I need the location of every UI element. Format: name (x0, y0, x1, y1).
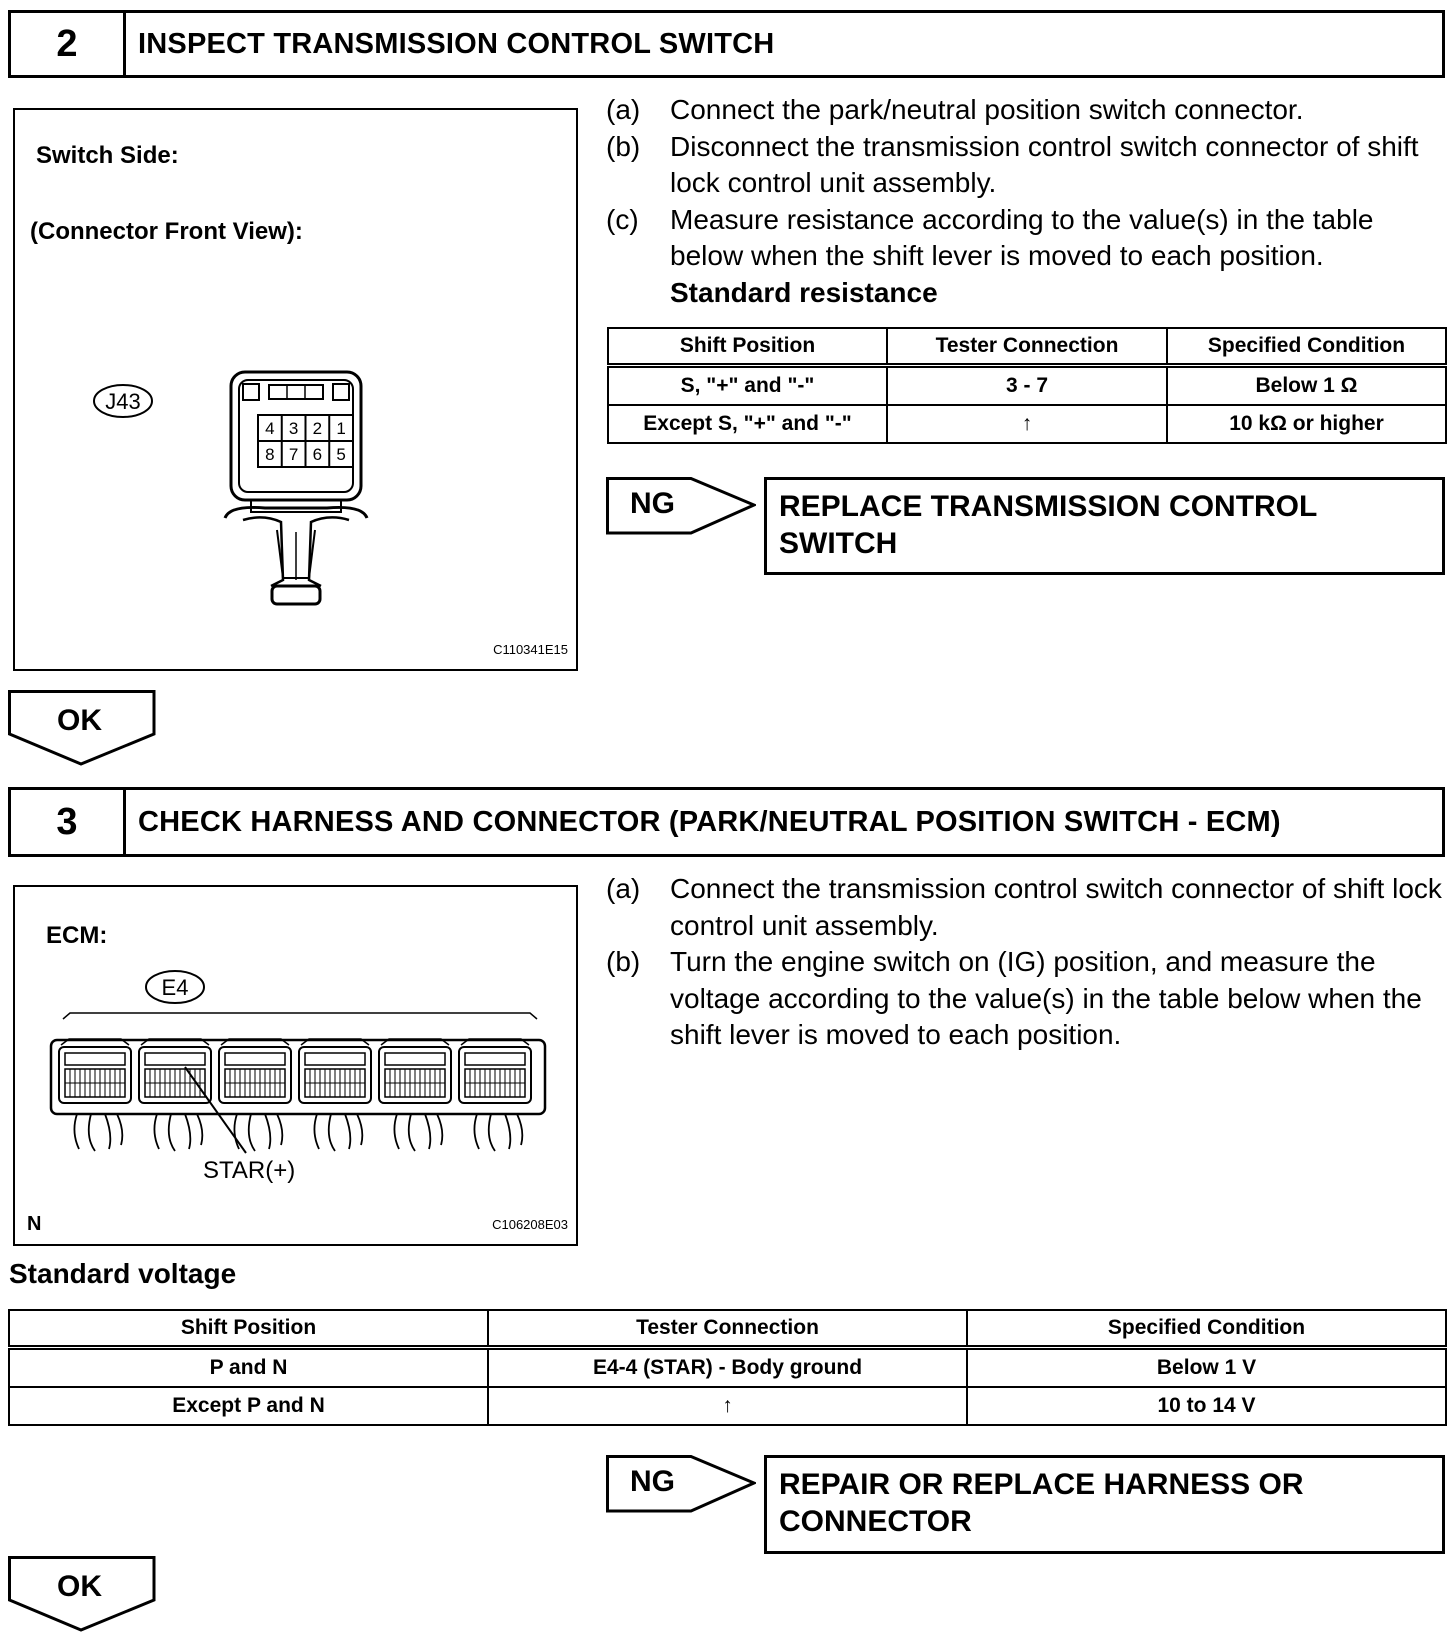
instruction-label: (b) (606, 130, 641, 162)
table-header-row (9, 1310, 1446, 1348)
ecm-connector-block (379, 1039, 451, 1151)
step-2-title: INSPECT TRANSMISSION CONTROL SWITCH (138, 27, 775, 60)
ok-label-step-2: OK (57, 704, 102, 737)
step-3-number: 3 (11, 790, 126, 854)
table-cell: P and N (9, 1348, 488, 1388)
switch-side-label: Switch Side: (36, 142, 179, 169)
standard-resistance-table (607, 327, 1447, 444)
ng-label-step-2: NG (630, 487, 675, 520)
table-cell: 10 kΩ or higher (1167, 405, 1446, 443)
ecm-e4-diagram (15, 887, 580, 1248)
connector-j43-diagram (15, 110, 580, 673)
table-header: Specified Condition (1167, 328, 1446, 366)
figure-code: C110341E15 (493, 642, 568, 657)
table-cell: S, "+" and "-" (608, 366, 887, 406)
pin-number: 4 (265, 419, 275, 438)
instruction-text: Connect the park/neutral position switch connector. (670, 94, 1304, 125)
instruction-item (606, 202, 1446, 275)
connector-id-text: J43 (105, 389, 141, 414)
table-cell: ↑ (488, 1387, 967, 1425)
instruction-item (606, 92, 1446, 129)
ecm-connector-block (299, 1039, 371, 1151)
ng-result-step-3 (764, 1455, 1445, 1554)
table-cell: Except P and N (9, 1387, 488, 1425)
table-cell: Below 1 Ω (1167, 366, 1446, 406)
connector-id-text: E4 (161, 975, 189, 1000)
table-header-row (608, 328, 1446, 366)
table-cell: 3 - 7 (887, 366, 1167, 406)
ok-label-step-3: OK (57, 1570, 102, 1603)
ng-result-step-2 (764, 477, 1445, 575)
table-row (9, 1387, 1446, 1425)
instruction-text: Connect the transmission control switch connector of shift lock control unit assembly. (670, 873, 1442, 941)
figure-code: C106208E03 (492, 1217, 568, 1232)
step-3-instructions (606, 871, 1446, 1054)
ng-label-step-3: NG (630, 1465, 675, 1498)
table-cell: E4-4 (STAR) - Body ground (488, 1348, 967, 1388)
ng-arrow-step-2 (606, 477, 756, 537)
instruction-text: Turn the engine switch on (IG) position, and measure the voltage according to the value(s) in the table below when the shift lever is moved to each position. (670, 946, 1422, 1050)
ng-result-text: REPLACE TRANSMISSION CONTROL SWITCH (779, 490, 1317, 560)
ecm-connector-block (59, 1039, 131, 1151)
table-row (608, 366, 1446, 406)
table-row (608, 405, 1446, 443)
ng-result-text: REPAIR OR REPLACE HARNESS OR CONNECTOR (779, 1468, 1304, 1538)
instruction-text: Measure resistance according to the value(s) in the table below when the shift lever is moved to each position. (670, 203, 1374, 271)
instruction-label: (a) (606, 94, 641, 125)
switch-connector-figure (13, 108, 578, 671)
pin-number: 3 (288, 419, 299, 438)
table-header: Tester Connection (488, 1310, 967, 1348)
table-header: Shift Position (608, 328, 887, 366)
standard-voltage-table (8, 1309, 1447, 1426)
instruction-item (606, 129, 1446, 202)
pin-number: 8 (265, 445, 275, 464)
instruction-label: (c) (606, 203, 639, 235)
table-row (9, 1348, 1446, 1388)
instruction-item (606, 944, 1446, 1054)
terminal-label: STAR(+) (203, 1157, 296, 1184)
ng-arrow-step-3 (606, 1455, 756, 1515)
step-2-instructions (606, 92, 1446, 311)
table-cell: 10 to 14 V (967, 1387, 1446, 1425)
step-3-title: CHECK HARNESS AND CONNECTOR (PARK/NEUTRAL POSITION SWITCH - ECM) (138, 805, 1281, 838)
step-2-number: 2 (11, 13, 126, 75)
connector-front-view-label: (Connector Front View): (30, 218, 303, 245)
standard-resistance-title: Standard resistance (670, 276, 938, 308)
table-cell: Below 1 V (967, 1348, 1446, 1388)
instruction-label: (b) (606, 946, 641, 977)
table-header: Tester Connection (887, 328, 1167, 366)
step-3-header (8, 787, 1445, 857)
instruction-text: Disconnect the transmission control switch connector of shift lock control unit assembly. (670, 130, 1419, 198)
pin-number: 6 (312, 445, 323, 464)
corner-letter: N (27, 1213, 42, 1235)
ecm-connector-block (459, 1039, 531, 1151)
table-cell: Except S, "+" and "-" (608, 405, 887, 443)
step-2-header (8, 10, 1445, 78)
pin-number: 5 (336, 445, 346, 464)
pin-number: 2 (312, 419, 323, 438)
ecm-connector-figure (13, 885, 578, 1246)
pin-number: 1 (336, 419, 346, 438)
standard-voltage-title: Standard voltage (9, 1258, 237, 1289)
table-header: Shift Position (9, 1310, 488, 1348)
ecm-label: ECM: (46, 922, 108, 949)
table-header: Specified Condition (967, 1310, 1446, 1348)
table-cell: ↑ (887, 405, 1167, 443)
instruction-item (606, 871, 1446, 944)
pin-number: 7 (288, 445, 299, 464)
ecm-connector-block (219, 1039, 291, 1151)
instruction-label: (a) (606, 873, 641, 904)
ecm-connector-block (139, 1039, 211, 1151)
